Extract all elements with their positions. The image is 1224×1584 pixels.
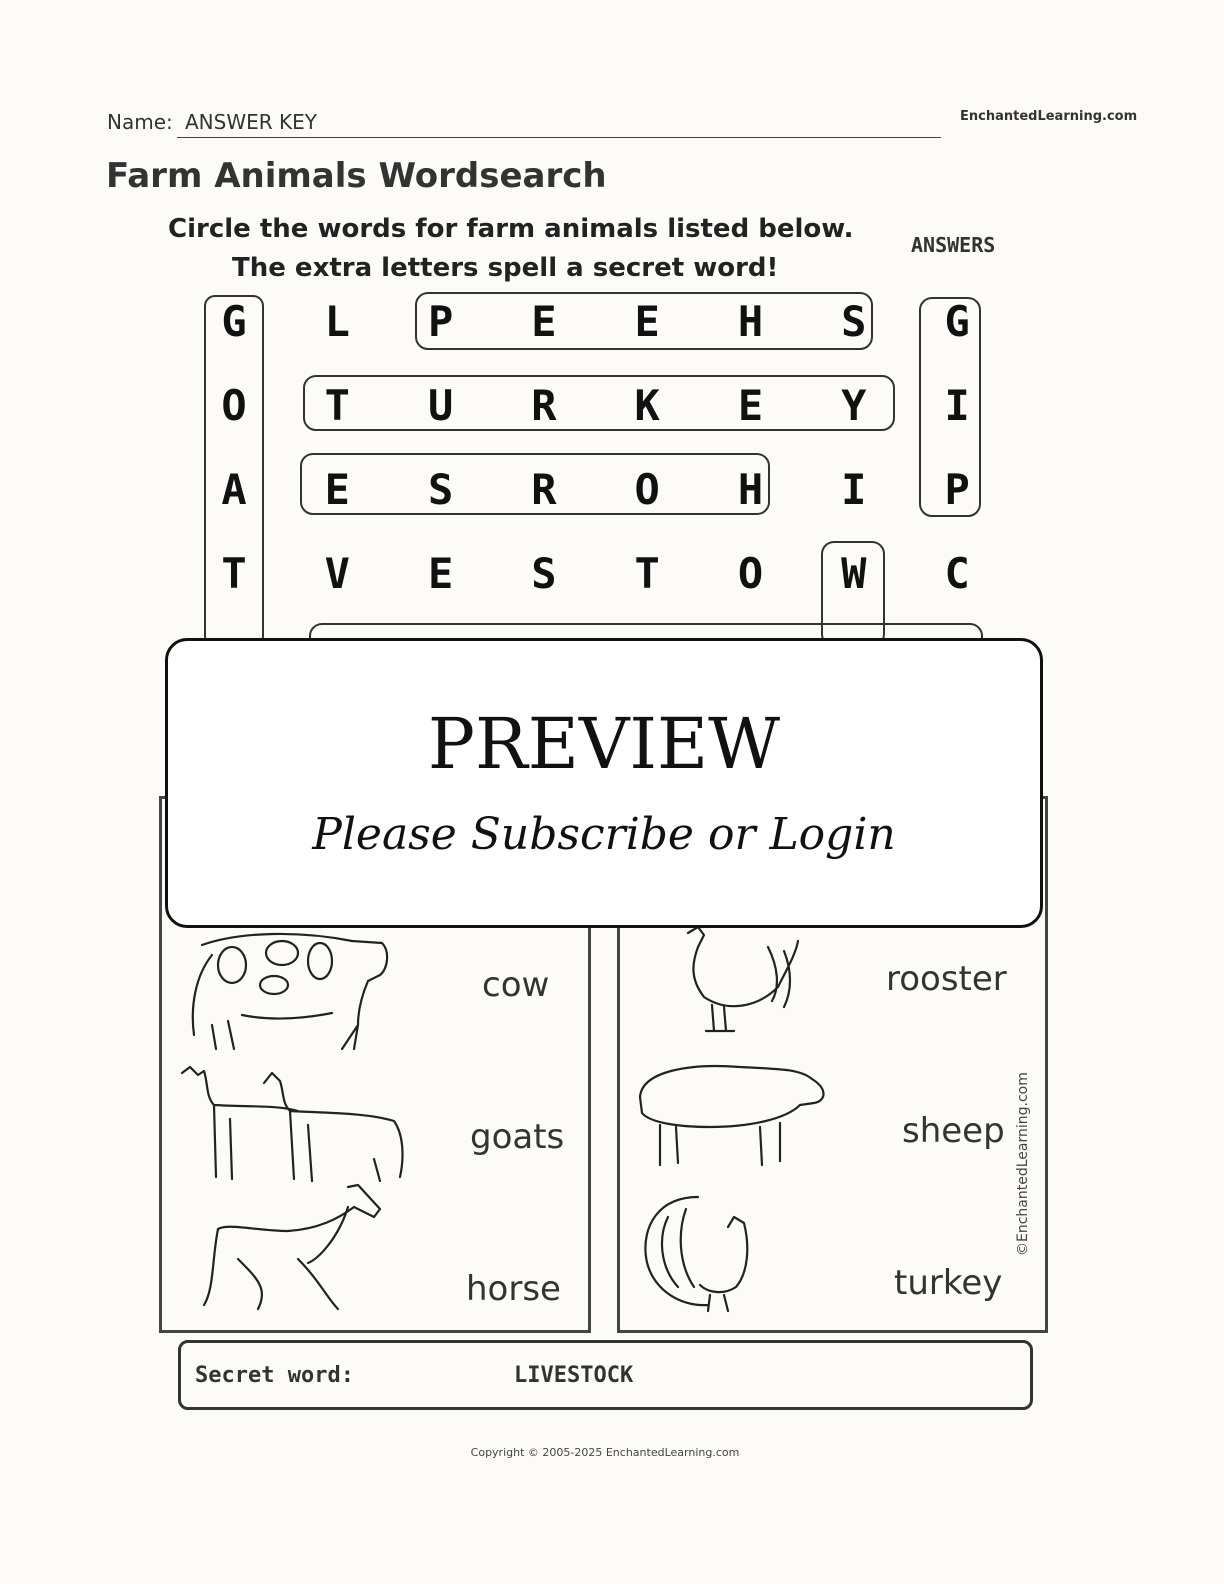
grid-letter: T (634, 549, 660, 598)
grid-letter: H (737, 297, 764, 346)
preview-overlay[interactable] (165, 638, 1043, 928)
sheep-icon (630, 1057, 830, 1177)
grid-letter: R (531, 381, 557, 430)
animal-label-horse: horse (466, 1269, 561, 1309)
secret-word-label: Secret word: (195, 1363, 354, 1388)
grid-letter: S (427, 465, 454, 514)
grid-letter: O (737, 549, 764, 598)
grid-letter: S (531, 549, 557, 598)
goats-icon (168, 1063, 418, 1193)
grid-letter: H (737, 465, 764, 514)
grid-letter: G (221, 297, 247, 346)
rooster-icon (668, 927, 808, 1037)
grid-letter: E (531, 297, 557, 346)
instruction-line-1: Circle the words for farm animals listed below. (168, 214, 854, 244)
grid-letter: R (531, 465, 557, 514)
turkey-icon (638, 1187, 778, 1317)
animal-label-turkey: turkey (894, 1263, 1003, 1303)
name-value: ANSWER KEY (185, 110, 317, 134)
page-title: Farm Animals Wordsearch (106, 156, 607, 196)
grid-letter: T (324, 381, 350, 430)
site-label: EnchantedLearning.com (960, 109, 1138, 124)
grid-letter: I (944, 381, 970, 430)
subscribe-login-link[interactable]: Please Subscribe or Login (312, 809, 896, 860)
secret-word-value: LIVESTOCK (514, 1363, 634, 1388)
grid-letter: O (221, 381, 247, 430)
cow-icon (182, 925, 392, 1055)
secret-word-box (178, 1340, 1033, 1410)
grid-letter: Y (841, 381, 867, 430)
side-credit: ©EnchantedLearning.com (1015, 1072, 1031, 1256)
grid-letter: I (841, 465, 867, 514)
instruction-line-2: The extra letters spell a secret word! (232, 253, 779, 283)
grid-letter: G (944, 297, 970, 346)
grid-letter: T (221, 549, 247, 598)
answers-label: ANSWERS (911, 233, 996, 257)
grid-letter: U (427, 381, 454, 430)
grid-letter: K (634, 381, 660, 430)
grid-letter: W (841, 549, 867, 598)
animal-label-rooster: rooster (886, 959, 1007, 999)
grid-letter: E (324, 465, 350, 514)
copyright: Copyright © 2005-2025 EnchantedLearning.com (470, 1446, 740, 1459)
grid-letter: A (221, 465, 247, 514)
answer-box-turkey (304, 376, 894, 430)
grid-letter: O (634, 465, 660, 514)
grid-letter: C (944, 549, 970, 598)
grid-letter: L (324, 297, 350, 346)
grid-letter: V (324, 549, 350, 598)
animal-label-sheep: sheep (902, 1111, 1005, 1151)
grid-letter: E (427, 549, 454, 598)
horse-icon (198, 1179, 398, 1319)
name-label: Name: (107, 110, 173, 134)
grid-letter: S (841, 297, 867, 346)
animal-label-cow: cow (482, 965, 550, 1005)
animal-label-goats: goats (470, 1117, 565, 1157)
grid-letter: P (427, 297, 454, 346)
grid-letter: P (944, 465, 970, 514)
grid-letter: E (737, 381, 764, 430)
grid-letter: E (634, 297, 660, 346)
preview-title: PREVIEW (427, 703, 781, 785)
